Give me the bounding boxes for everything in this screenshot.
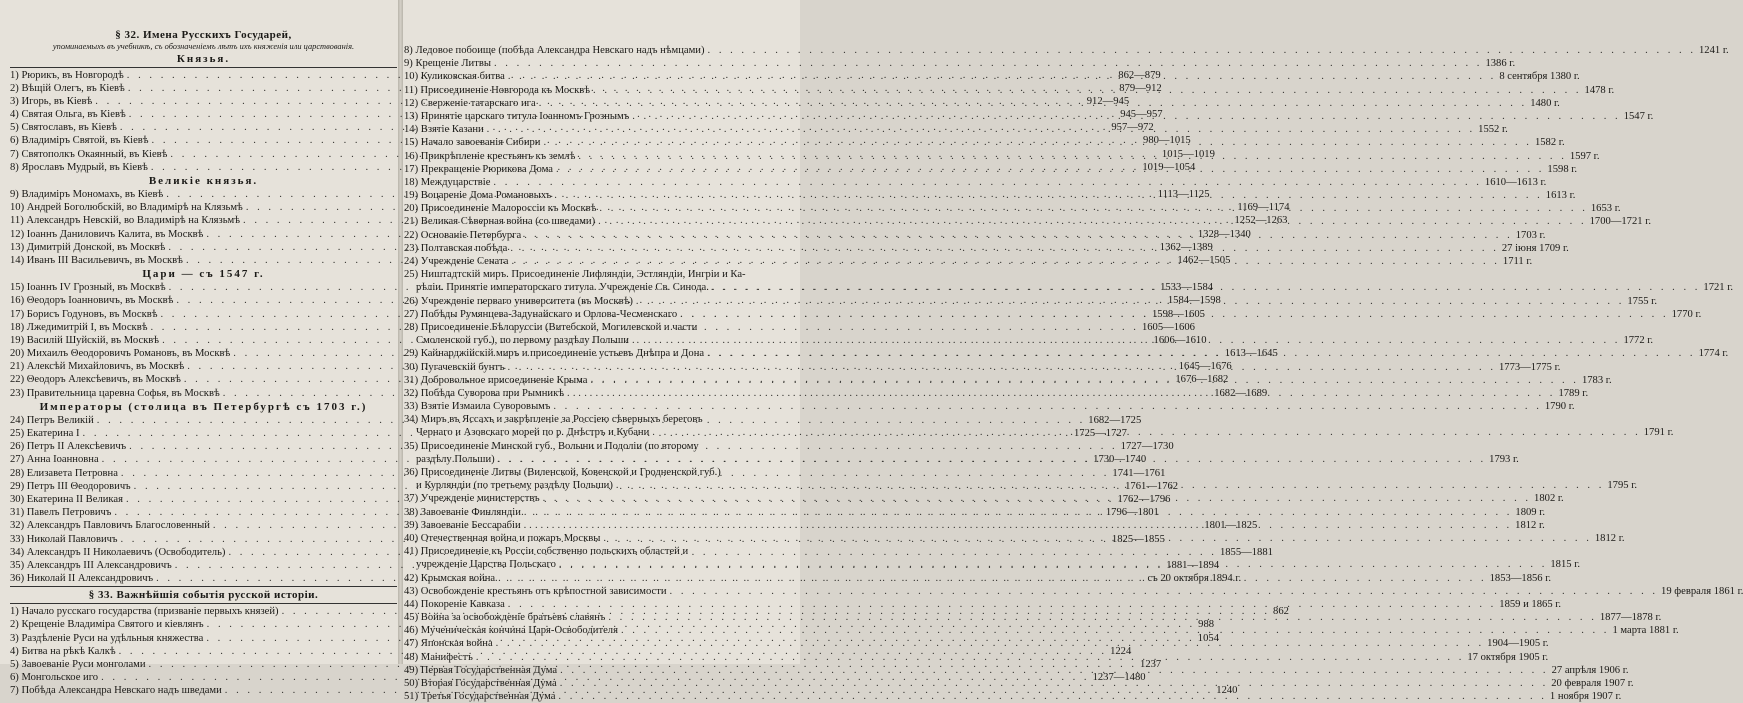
item-years: 1855—1881 (1219, 546, 1273, 558)
item-years: 1682—1689 (1214, 387, 1268, 399)
item-years: 862 (1273, 606, 1289, 618)
dot-leader (521, 506, 1515, 519)
dot-leader (536, 97, 1530, 110)
item-text: 9) Владиміръ Мономахъ, въ Кіевѣ (10, 189, 164, 200)
dot-leader (596, 202, 1590, 215)
item-text: 46) Мученическая кончина Царя-Освободителя (404, 625, 618, 637)
item-years: 1606—1610 (1153, 334, 1207, 346)
dot-leader (505, 598, 1499, 611)
item-years: 1783 г. (1581, 374, 1612, 386)
item-years: 1598—1605 (1151, 308, 1205, 320)
item-years: 1853—1856 г. (1489, 572, 1552, 584)
item-text: 4) Святая Ольга, въ Кіевѣ (10, 109, 126, 121)
item-years: 988 (1198, 619, 1215, 631)
item-years: 1877—1878 г. (1599, 612, 1662, 624)
item-years: 957—972 (1111, 122, 1154, 134)
item-text: 30) Пугачевскій бунтъ (404, 361, 505, 373)
item-years: 1645—1676 (1178, 361, 1232, 373)
item-text: 23) Правительница царевна Софья, въ Москвѣ (10, 387, 220, 399)
item-text: 6) Владиміръ Святой, въ Кіевѣ (10, 135, 149, 147)
dot-leader (553, 163, 1547, 176)
item-text: 51) Третья Государственная Дума (404, 691, 556, 703)
item-text: 22) Основаніе Петербурга (404, 229, 522, 241)
item-text: 18) Лжедимитрій I, въ Москвѣ (10, 321, 148, 333)
list-item (404, 585, 1743, 598)
section-32-subtitle: упоминаемыхъ въ учебникѣ, съ обозначеніемъ лѣтъ ихъ княженія или царствованія. (52, 42, 355, 51)
item-text: 41) Присоединеніе къ Россіи собственно польскихъ областей и (404, 546, 689, 558)
dot-leader (507, 242, 1501, 255)
item-years: 1241 г. (1699, 45, 1729, 56)
dot-leader (557, 664, 1551, 677)
item-text: 21) Алексѣй Михайловичъ, въ Москвѣ (10, 361, 185, 373)
item-years: 862—879 (1118, 69, 1161, 81)
item-text: 13) Принятіе царскаго титула Іоанномъ Грознымъ (404, 110, 630, 122)
item-years: 1547 г. (1623, 110, 1654, 122)
list-item (404, 268, 790, 281)
item-years: 1727—1730 (1120, 441, 1174, 453)
item-years: съ 20 октября 1894 г. (1147, 573, 1242, 585)
dot-leader (667, 585, 1661, 598)
dot-leader (540, 136, 1534, 149)
item-text: 40) Отечественная война и пожаръ Москвы (404, 532, 601, 544)
item-years: 19 февраля 1861 г. (1661, 585, 1743, 597)
item-text: 25) Ништадтскій миръ. Присоединеніе Лифляндіи, Эстляндіи, Ингріи и Ка- (404, 269, 746, 281)
item-text: 30) Екатерина II Великая (10, 493, 123, 505)
item-years: 1237—1480 (1092, 672, 1146, 684)
dot-leader (629, 334, 1623, 347)
item-text: 35) Присоединеніе Минской губ., Волыни и Подоліи (по второму (404, 440, 699, 452)
item-text: 2) Крещеніе Владиміра Святого и кіевлянъ (10, 619, 204, 631)
item-years: 1169—1174 (1237, 202, 1290, 214)
item-text: 19) Воцареніе Дома Романовыхъ (404, 190, 552, 202)
list-item (404, 176, 1547, 189)
dot-leader (629, 110, 1623, 123)
item-years: 1761—1762 (1125, 480, 1179, 492)
item-text: 28) Присоединеніе Бѣлоруссіи (Витебской, Могилевской и части (404, 321, 698, 333)
item-years: 1582 г. (1534, 137, 1565, 149)
item-years: 27 іюня 1709 г. (1501, 242, 1569, 254)
item-text: 20) Михаилъ Θеодоровичъ Романовъ, въ Москвѣ (10, 348, 231, 360)
item-text: 18) Междуцарствіе (404, 176, 491, 188)
item-years: 1605—1606 (1141, 321, 1195, 333)
item-text: 6) Монгольское иго (10, 672, 99, 684)
item-years: 1653 г. (1590, 203, 1621, 215)
dot-leader (575, 150, 1569, 163)
item-years: 1700—1721 г. (1589, 216, 1652, 228)
divider (10, 586, 397, 587)
item-years: 1741—1761 (1112, 467, 1166, 479)
dot-leader (613, 479, 1607, 492)
item-text: 44) Покореніе Кавказа (404, 598, 505, 610)
item-years: 1770 г. (1671, 308, 1702, 320)
item-text: 23) Полтавская побѣда (404, 242, 508, 254)
dot-leader (705, 44, 1699, 57)
item-years: 27 апрѣля 1906 г. (1551, 664, 1629, 676)
item-years: 1584—1598 (1167, 295, 1221, 307)
dot-leader (649, 426, 1643, 439)
item-years: 1237 (1140, 659, 1162, 670)
dot-leader (600, 532, 1594, 545)
item-text: 10) Куликовская битва (404, 71, 505, 83)
item-text: 38) Завоеваніе Финляндіи (404, 506, 521, 518)
item-years: 1725—1727 (1074, 428, 1127, 439)
item-text: 10) Андрей Боголюбскій, во Владимірѣ на Клязьмѣ (10, 202, 243, 214)
dot-leader (590, 84, 1584, 97)
item-text: 14) Взятіе Казани (404, 124, 484, 136)
item-text: 17) Прекращеніе Рюрикова Дома (404, 163, 553, 175)
list-item (404, 598, 1562, 611)
item-years: 1793 г. (1489, 453, 1519, 465)
item-text: 8) Ярославъ Мудрый, въ Кіевѣ (10, 161, 148, 173)
item-years: 1755 г. (1627, 295, 1657, 307)
dot-leader (587, 374, 1581, 387)
item-years: 1362—1389 (1159, 241, 1213, 253)
item-years: 1795 г. (1607, 480, 1638, 492)
heading-grand-princes: Великіе князья. (148, 175, 259, 187)
item-text: рѣліи. Принятіе императорскаго титула. Учрежденіе Св. Синода. (416, 282, 709, 294)
item-years: 1613—1645 (1224, 348, 1278, 360)
item-years: 1240 (1216, 685, 1238, 697)
item-years: 912—945 (1086, 95, 1130, 107)
item-text: 3) Раздѣленіе Руси на удѣльныя княжества (10, 632, 204, 644)
item-years: 8 сентября 1380 г. (1499, 71, 1580, 83)
item-text: 2) Вѣщій Олегъ, въ Кіевѣ (10, 82, 125, 94)
item-text: 11) Присоединеніе Новгорода къ Москвѣ (404, 84, 591, 96)
item-years: 1113—1125 (1157, 189, 1210, 200)
dot-leader (495, 572, 1489, 585)
dot-leader (595, 215, 1589, 228)
item-text: 45) Война за освобожденіе братьевъ славянъ (404, 612, 606, 624)
item-text: Смоленской губ.), по первому раздѣлу Польши (416, 335, 629, 347)
item-years: 1478 г. (1584, 84, 1615, 96)
item-text: 26) Учрежденіе перваго университета (въ Москвѣ) (404, 295, 633, 307)
item-text: 35) Александръ III Александровичъ (10, 559, 172, 571)
list-item (404, 466, 790, 479)
dot-leader (557, 677, 1551, 690)
item-text: 19) Василій Шуйскій, въ Москвѣ (10, 334, 160, 346)
item-years: 1815 г. (1550, 559, 1581, 571)
item-years: 1682—1725 (1088, 414, 1142, 426)
item-text: Чернаго и Азовскаго морей по р. Днѣстръ и Кубани (416, 427, 650, 439)
item-text: 33) Николай Павловичъ (10, 533, 118, 545)
item-text: 12) Сверженіе татарскаго ига (404, 97, 536, 109)
dot-leader (521, 229, 1515, 242)
item-years: 1462—1505 (1177, 254, 1231, 266)
item-years: 1774 г. (1698, 348, 1729, 360)
item-years: 1252—1263 (1234, 215, 1288, 227)
item-text: 21) Великая Сѣверная война (со шведами) (404, 216, 596, 228)
dot-leader (677, 308, 1671, 321)
item-years: 1613 г. (1545, 190, 1576, 202)
list-item (404, 413, 790, 426)
item-years: 17 октября 1905 г. (1467, 651, 1549, 663)
item-text: 7) Святополкъ Окаянный, въ Кіевѣ (10, 148, 168, 160)
heading-tsars: Цари — съ 1547 г. (142, 268, 265, 281)
dot-leader (493, 637, 1487, 650)
item-text: 24) Петръ Великій (10, 414, 94, 426)
item-text: 15) Іоаннъ IV Грозный, въ Москвѣ (10, 282, 166, 294)
item-text: 25) Екатерина I (10, 428, 80, 439)
item-years: 945—957 (1120, 109, 1163, 121)
item-text: раздѣлу Польши) (416, 453, 495, 465)
item-years: 1598 г. (1547, 163, 1578, 175)
item-years: 1812 г. (1515, 519, 1545, 531)
item-text: 36) Присоединеніе Литвы (Виленской, Ковенской и Гродненской губ.) (404, 467, 721, 478)
dot-leader (709, 281, 1703, 294)
item-text: 39) Завоеваніе Бессарабіи (404, 519, 521, 531)
item-text: 31) Добровольное присоединеніе Крыма (404, 374, 588, 386)
item-years: 1881—1894 (1166, 559, 1220, 571)
dot-leader (605, 611, 1599, 624)
item-years: 1711 г. (1502, 256, 1533, 267)
dot-leader (556, 558, 1550, 571)
item-years: 1054 (1197, 632, 1219, 644)
item-years: 1 ноября 1907 г. (1549, 691, 1622, 703)
item-years: 1730—1740 (1093, 454, 1147, 466)
dot-leader (484, 123, 1478, 136)
list-item (404, 545, 790, 558)
item-years: 1610—1613 г. (1484, 176, 1547, 188)
section-32-title: § 32. Имена Русскихъ Государей, (115, 29, 292, 41)
item-years: 1773—1775 г. (1498, 361, 1561, 373)
item-years: 1703 г. (1515, 229, 1546, 241)
item-text: 29) Кайнарджійскій миръ и присоединеніе устьевъ Днѣпра и Дона (404, 348, 705, 360)
item-text: 32) Александръ Павловичъ Благословенный (10, 520, 210, 532)
item-text: 17) Борисъ Годуновъ, въ Москвѣ (10, 308, 158, 320)
item-years: 879—912 (1119, 82, 1162, 94)
item-years: 1676—1682 (1175, 374, 1229, 386)
item-years: 1801—1825 (1204, 520, 1258, 532)
item-text: 29) Петръ III Θеодоровичъ (10, 480, 131, 492)
item-text: 1) Начало русскаго государства (призваніе первыхъ князей) (10, 606, 279, 618)
item-text: 47) Японская война (404, 638, 493, 650)
item-years: 1859 и 1865 г. (1499, 598, 1562, 610)
item-years: 20 февраля 1907 г. (1551, 678, 1634, 689)
dot-leader (618, 624, 1612, 637)
dot-leader (508, 255, 1502, 268)
item-years: 1904—1905 г. (1487, 638, 1549, 650)
item-years: 1019—1054 (1142, 161, 1196, 173)
item-years: 1721 г. (1703, 282, 1734, 294)
item-years: 1533—1584 (1160, 282, 1214, 294)
item-text: 5) Завоеваніе Руси монголами (10, 659, 146, 670)
dot-leader (473, 651, 1467, 664)
item-text: 15) Начало завоеванія Сибири (404, 137, 541, 149)
item-text: и Курляндіи (по третьему раздѣлу Польши) (416, 480, 613, 492)
dot-leader (704, 347, 1698, 360)
item-years: 1480 г. (1530, 97, 1560, 109)
dot-leader (491, 57, 1485, 70)
item-years: 1 марта 1881 г. (1612, 625, 1679, 637)
item-text: 50) Вторая Государственная Дума (404, 678, 557, 689)
item-text: 31) Павелъ Петровичъ (10, 507, 112, 519)
item-text: 14) Иванъ III Васильевичъ, въ Москвѣ (10, 254, 183, 266)
item-years: 1809 г. (1515, 506, 1546, 518)
item-years: 1789 г. (1558, 387, 1589, 399)
item-text: 27) Побѣды Румянцева-Задунайскаго и Орлова-Чесменскаго (404, 308, 678, 320)
dot-leader (495, 453, 1489, 466)
item-text: 42) Крымская война (404, 572, 496, 584)
divider (10, 67, 397, 68)
heading-princes: Князья. (176, 52, 231, 65)
item-years: 1825—1855 (1111, 533, 1165, 545)
heading-emperors: Императоры (столица въ Петербургѣ съ 1703 г.) (39, 400, 368, 413)
item-text: 27) Анна Іоанновна (10, 454, 99, 466)
item-text: 4) Битва на рѣкѣ Калкѣ (10, 645, 116, 657)
item-years: 1328—1340 (1197, 228, 1251, 240)
item-text: 34) Миръ въ Яссахъ и закрѣпленіе за Россіею сѣверныхъ береговъ (404, 414, 703, 426)
item-text: 11) Александръ Невскій, во Владимірѣ на Клязьмѣ (10, 215, 241, 227)
divider (10, 603, 397, 604)
item-text: 8) Ледовое побоище (побѣда Александра Невскаго надъ нѣмцами) (404, 45, 705, 56)
item-text: 13) Димитрій Донской, въ Москвѣ (10, 241, 166, 253)
item-text: 34) Александръ II Николаевичъ (Освободитель) (10, 546, 226, 558)
item-text: 20) Присоединеніе Малороссіи къ Москвѣ (404, 203, 597, 215)
item-text: 43) Освобожденіе крестьянъ отъ крѣпостной зависимости (404, 585, 667, 597)
dot-leader (504, 361, 1498, 374)
item-text: 37) Учрежденіе министерствъ (404, 493, 540, 505)
item-text: 3) Игорь, въ Кіевѣ (10, 95, 93, 107)
dot-leader (521, 519, 1515, 532)
item-text: 5) Святославъ, въ Кіевѣ (10, 122, 117, 134)
item-years: 1772 г. (1623, 335, 1654, 347)
list-item (404, 440, 790, 453)
item-years: 1015—1019 (1161, 148, 1215, 160)
item-text: 7) Побѣда Александра Невскаго надъ шведами (10, 685, 222, 697)
item-text: 49) Первая Государственная Дума (404, 664, 558, 676)
item-text: 33) Взятіе Измаила Суворовымъ (404, 401, 551, 413)
dot-leader (505, 70, 1499, 83)
dot-leader (551, 189, 1545, 202)
item-years: 980—1015 (1143, 135, 1191, 147)
item-text: 36) Николай II Александровичъ (10, 573, 154, 585)
item-years: 1224 (1110, 645, 1132, 657)
item-text: 9) Крещеніе Литвы (404, 58, 491, 70)
item-text: 28) Елизавета Петровна (10, 467, 118, 479)
list-item (404, 57, 1516, 70)
item-text: 32) Побѣда Суворова при Рымникѣ (404, 387, 564, 399)
item-text: учрежденіе Царства Польскаго (416, 559, 556, 571)
item-years: 1762—1796 (1117, 493, 1171, 505)
item-years: 1790 г. (1544, 401, 1575, 413)
item-text: 12) Іоаннъ Даниловичъ Калита, въ Москвѣ (10, 228, 204, 240)
section-33-title: § 33. Важнѣйшія событія русской исторіи. (88, 589, 319, 602)
item-text: 16) Θеодоръ Іоанновичъ, въ Москвѣ (10, 295, 174, 307)
item-years: 1597 г. (1569, 150, 1600, 162)
dot-leader (550, 400, 1544, 413)
item-years: 1812 г. (1594, 532, 1625, 544)
item-years: 1796—1801 (1105, 507, 1159, 519)
item-text: 1) Рюрикъ, въ Новгородѣ (10, 69, 124, 81)
item-text: 22) Θеодоръ Алексѣевичъ, въ Москвѣ (10, 374, 181, 386)
item-text: 48) Манифестъ (404, 651, 473, 663)
dot-leader (564, 387, 1558, 400)
item-years: 1386 г. (1485, 58, 1516, 70)
item-years: 1802 г. (1534, 493, 1564, 505)
item-years: 1552 г. (1478, 124, 1508, 136)
dot-leader (490, 176, 1484, 189)
list-item (404, 321, 790, 334)
dot-leader (633, 295, 1627, 308)
item-text: 24) Учрежденіе Сената (404, 256, 509, 267)
item-text: 16) Прикрѣпленіе крестьянъ къ землѣ (404, 150, 576, 162)
list-item (404, 400, 1575, 413)
dot-leader (555, 690, 1549, 703)
list-item (404, 44, 1729, 57)
item-years: 1791 г. (1643, 427, 1674, 439)
item-text: 26) Петръ II Алексѣевичъ (10, 441, 127, 453)
dot-leader (540, 492, 1534, 505)
